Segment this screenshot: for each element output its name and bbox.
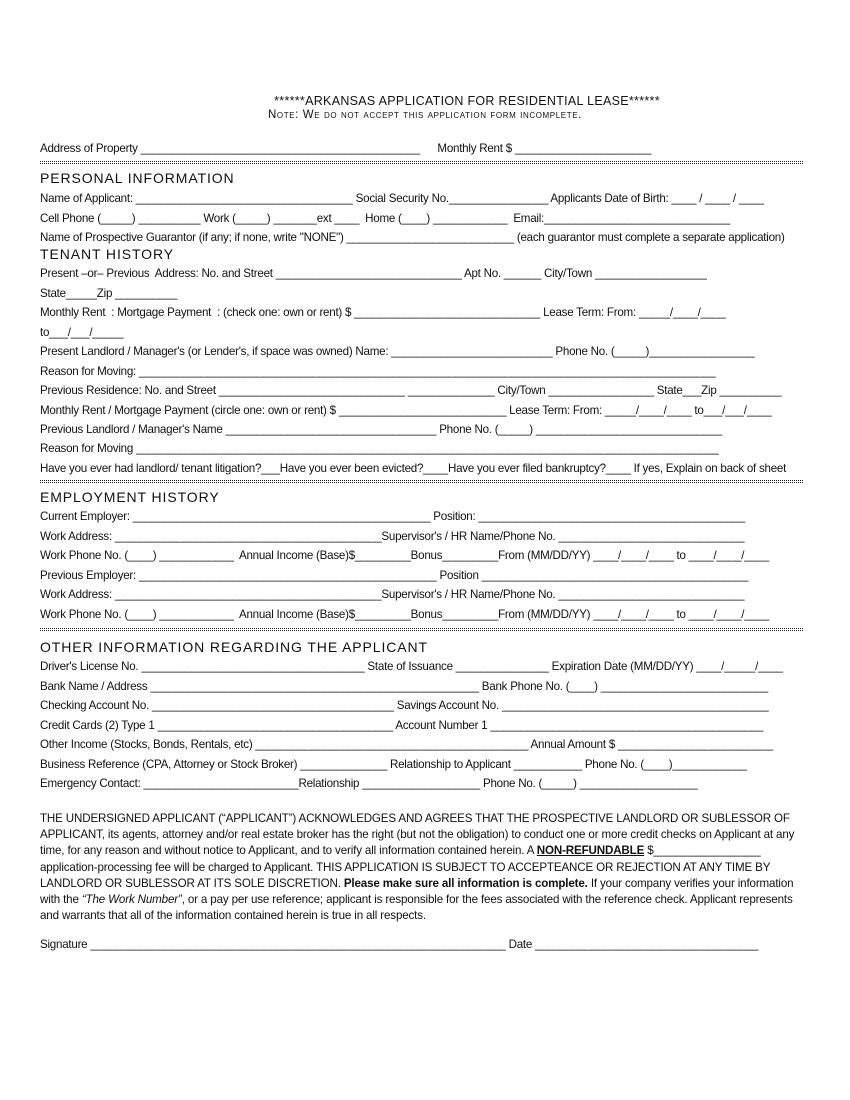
non-refundable-label: NON-REFUNDABLE xyxy=(536,844,645,858)
separator xyxy=(40,161,803,164)
form-note: Note: We do not accept this application form incomplete. xyxy=(268,109,582,121)
employment-line-work-address[interactable]: Work Address: ___________________________________________Supervisor's / HR Name/Phone No. ______________________________ xyxy=(40,530,745,543)
tenant-line-reason[interactable]: Reason for Moving: _____________________________________________________________________________________________ xyxy=(40,365,716,378)
tenant-line-address[interactable]: Present –or– Previous Address: No. and Street ______________________________ Apt No. ______ City/Town __________________ xyxy=(40,267,707,280)
employment-line-work-phone[interactable]: Work Phone No. (____) ____________ Annual Income (Base)$_________Bonus_________From (MM/DD/YY) ____/____/____ to ____/____/____ xyxy=(40,549,769,562)
other-line-business-reference[interactable]: Business Reference (CPA, Attorney or Stock Broker) ______________ Relationship to Applicant ___________ Phone No. (____)____________ xyxy=(40,758,747,771)
agreement-paragraph xyxy=(40,811,812,924)
agreement-text: $_________________ application-processing fee will be charged to Applicant. THIS APPLICATION IS SUBJECT TO ACCEPTEANCE OR REJECTION AT ANY TIME BY LANDLORD OR SUBLESSOR AT ITS SOLE DISCRETION. xyxy=(40,844,771,890)
other-line-accounts[interactable]: Checking Account No. _______________________________________ Savings Account No. ___________________________________________ xyxy=(40,699,769,712)
form-title: ******ARKANSAS APPLICATION FOR RESIDENTIAL LEASE****** xyxy=(274,94,660,108)
other-heading: OTHER INFORMATION REGARDING THE APPLICANT xyxy=(40,639,428,655)
agreement-text: THE UNDERSIGNED APPLICANT (“APPLICANT”) ACKNOWLEDGES AND AGREES THAT THE PROSPECTIVE LANDLORD OR SUBLESSOR OF APPLICANT, its agents, attorney and/or real estate broker has the right (but not the obligation) to conduct one or more credit checks on Applicant at any time, for any reason and without notice to Applicant, and to verify all information contained herein. A xyxy=(40,812,795,858)
property-line[interactable]: Address of Property _____________________________________________ Monthly Rent $ ______________________ xyxy=(40,142,652,155)
separator xyxy=(40,628,803,631)
tenant-line-prev-landlord[interactable]: Previous Landlord / Manager's Name __________________________________ Phone No. (_____) ______________________________ xyxy=(40,423,722,436)
separator xyxy=(40,480,803,483)
other-line-other-income[interactable]: Other Income (Stocks, Bonds, Rentals, etc) ____________________________________________ Annual Amount $ _________________________ xyxy=(40,738,773,751)
tenant-line-prev-reason[interactable]: Reason for Moving ______________________________________________________________________________________________ xyxy=(40,442,719,455)
tenant-heading: TENANT HISTORY xyxy=(40,246,174,262)
other-line-credit-cards[interactable]: Credit Cards (2) Type 1 ______________________________________ Account Number 1 ____________________________________________ xyxy=(40,719,764,732)
tenant-line-landlord[interactable]: Present Landlord / Manager's (or Lender's, if space was owned) Name: __________________________ Phone No. (_____)_________________ xyxy=(40,345,755,358)
completeness-warning: Please make sure all information is complete. xyxy=(343,876,588,890)
work-number-reference: “The Work Number” xyxy=(81,893,182,907)
employment-heading: EMPLOYMENT HISTORY xyxy=(40,489,220,505)
agreement-text: , or a pay per use reference; applicant is responsible for the fees associated with the reference check. Applicant represents and warrants that all of the information contained herein is true in all respects. xyxy=(40,893,793,923)
tenant-line-lease-to[interactable]: to___/___/_____ xyxy=(40,326,124,339)
tenant-line-prev-residence[interactable]: Previous Residence: No. and Street ______________________________ ______________ City/Town _________________ State___Zip __________ xyxy=(40,384,782,397)
employment-line-prev-phone[interactable]: Work Phone No. (____) ____________ Annual Income (Base)$_________Bonus_________From (MM/DD/YY) ____/____/____ to ____/____/____ xyxy=(40,608,769,621)
employment-line-prev-address[interactable]: Work Address: ___________________________________________Supervisor's / HR Name/Phone No. ______________________________ xyxy=(40,588,745,601)
other-line-emergency-contact[interactable]: Emergency Contact: _________________________Relationship ___________________ Phone No. (_____) ___________________ xyxy=(40,777,698,790)
tenant-line-litigation[interactable]: Have you ever had landlord/ tenant litigation?___Have you ever been evicted?____Have you ever filed bankruptcy?____ If yes, Explain on back of sheet xyxy=(40,462,787,475)
employment-line-previous[interactable]: Previous Employer: ________________________________________________ Position ___________________________________________ xyxy=(40,569,749,582)
other-line-bank[interactable]: Bank Name / Address _____________________________________________________ Bank Phone No. (____) ___________________________ xyxy=(40,680,769,693)
other-line-license[interactable]: Driver's License No. ____________________________________ State of Issuance _______________ Expiration Date (MM/DD/YY) ____/_____/____ xyxy=(40,660,783,673)
signature-line[interactable]: Signature ___________________________________________________________________ Date ____________________________________ xyxy=(40,938,759,951)
personal-line-guarantor[interactable]: Name of Prospective Guarantor (if any; if none, write "NONE") ___________________________ (each guarantor must complete a separate application) xyxy=(40,231,785,244)
tenant-line-state-zip[interactable]: State_____Zip __________ xyxy=(40,287,178,300)
employment-line-current[interactable]: Current Employer: ________________________________________________ Position: ___________________________________________ xyxy=(40,510,745,523)
personal-heading: PERSONAL INFORMATION xyxy=(40,170,235,186)
personal-line-applicant[interactable]: Name of Applicant: ___________________________________ Social Security No.________________ Applicants Date of Birth: ____ / ____ / ____ xyxy=(40,192,764,205)
tenant-line-prev-rent[interactable]: Monthly Rent / Mortgage Payment (circle one: own or rent) $ ___________________________ Lease Term: From: _____/____/____ to___/___/____ xyxy=(40,404,772,417)
agreement-text: If your company verifies your information with the xyxy=(40,876,794,907)
tenant-line-rent[interactable]: Monthly Rent : Mortgage Payment : (check one: own or rent) $ ______________________________ Lease Term: From: _____/____/____ xyxy=(40,306,726,319)
personal-line-phones[interactable]: Cell Phone (_____) __________ Work (_____) _______ext ____ Home (____) ____________ Email:______________________________ xyxy=(40,212,730,225)
